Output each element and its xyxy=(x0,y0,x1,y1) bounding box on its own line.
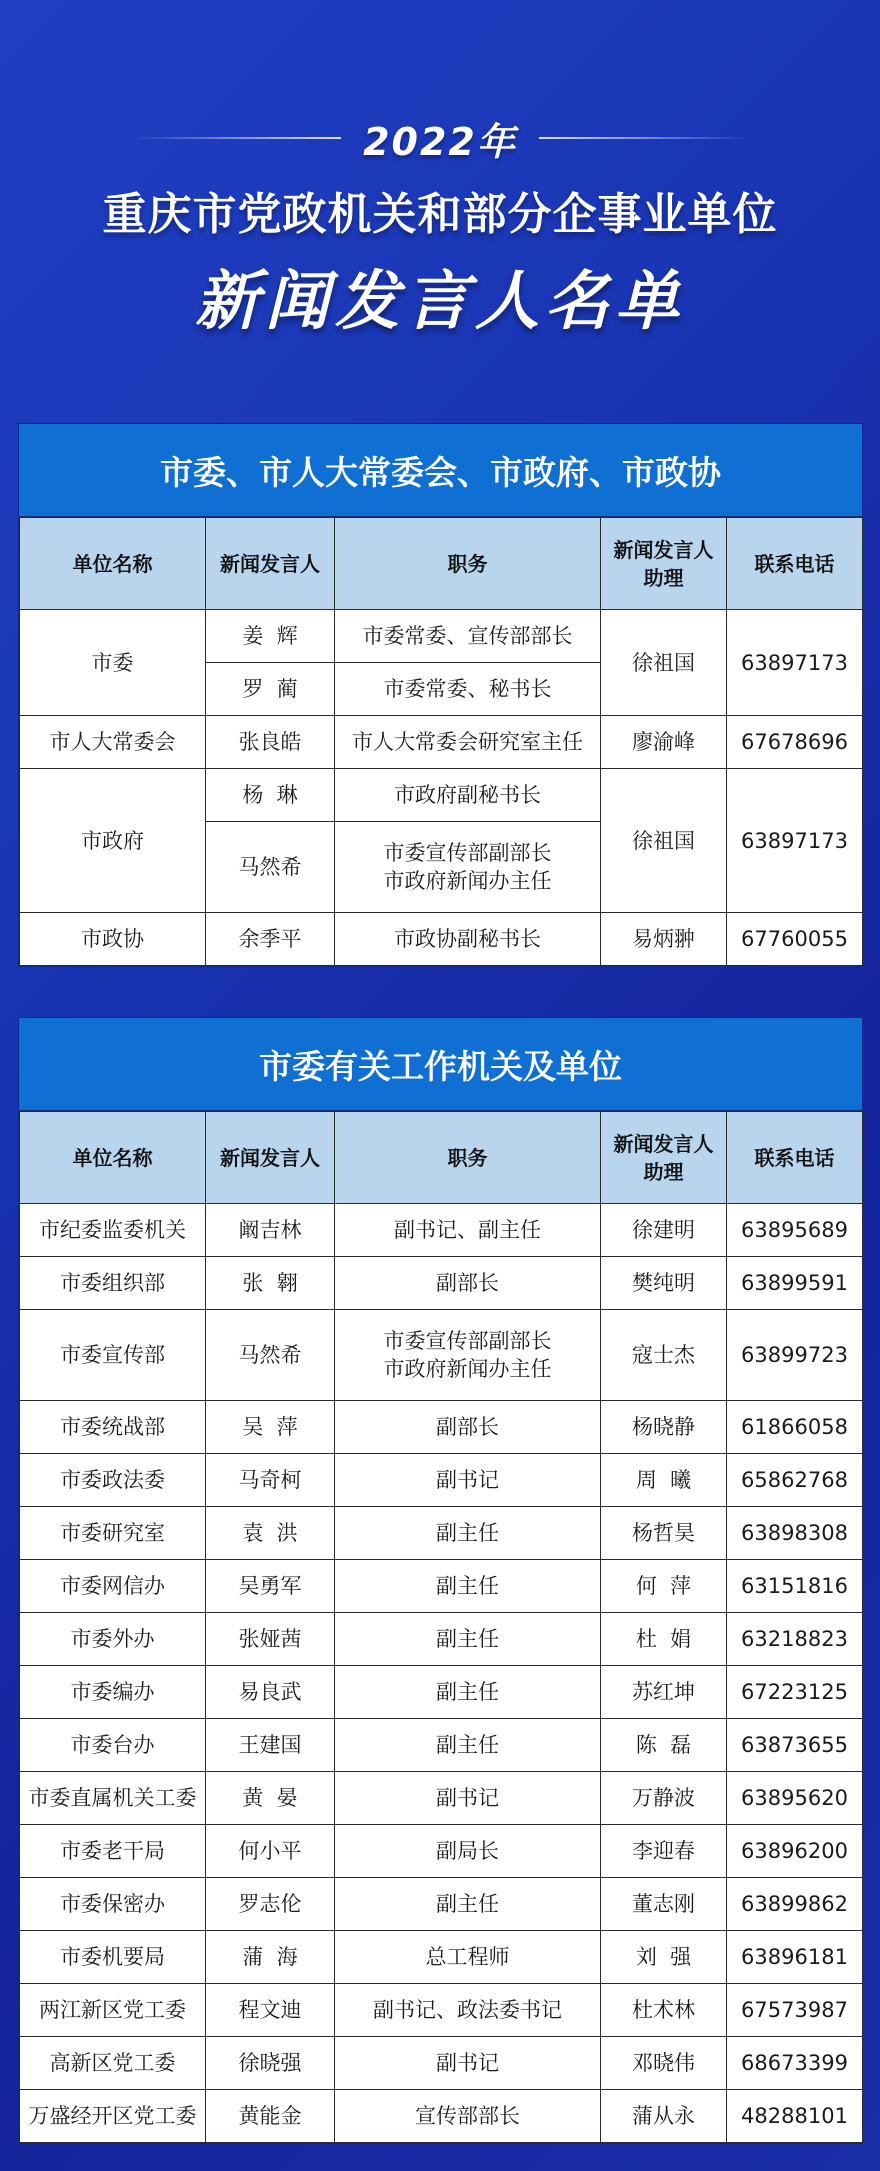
cell-assistant: 寇士杰 xyxy=(601,1310,727,1401)
cell-phone: 63896200 xyxy=(727,1825,863,1878)
cell-assistant: 李迎春 xyxy=(601,1825,727,1878)
page-title-line1: 重庆市党政机关和部分企事业单位 xyxy=(102,189,778,240)
cell-phone: 63896181 xyxy=(727,1931,863,1984)
cell-unit: 市委编办 xyxy=(20,1666,206,1719)
cell-unit: 市委直属机关工委 xyxy=(20,1772,206,1825)
cell-unit: 市委组织部 xyxy=(20,1257,206,1310)
cell-assistant: 邓晓伟 xyxy=(601,2037,727,2090)
section-city-leadership xyxy=(18,423,863,967)
column-header-spokesperson: 新闻发言人 xyxy=(206,1112,335,1204)
cell-unit: 市委机要局 xyxy=(20,1931,206,1984)
cell-position: 副主任 xyxy=(335,1719,601,1772)
table-row xyxy=(20,1772,863,1825)
cell-spokesperson: 张娅茜 xyxy=(206,1613,335,1666)
table-row xyxy=(20,1310,863,1401)
cell-assistant: 樊纯明 xyxy=(601,1257,727,1310)
cell-position: 副书记、政法委书记 xyxy=(335,1984,601,2037)
section-party-committee-units xyxy=(18,1017,863,2144)
column-header-unit: 单位名称 xyxy=(20,518,206,610)
column-header-assistant: 新闻发言人 助理 xyxy=(601,518,727,610)
cell-spokesperson: 张 翱 xyxy=(206,1257,335,1310)
cell-unit: 万盛经开区党工委 xyxy=(20,2090,206,2143)
section-title: 市委、市人大常委会、市政府、市政协 xyxy=(19,424,862,517)
cell-spokesperson: 杨 琳 xyxy=(206,769,335,822)
cell-phone: 63895620 xyxy=(727,1772,863,1825)
cell-spokesperson: 吴 萍 xyxy=(206,1401,335,1454)
cell-spokesperson: 罗志伦 xyxy=(206,1878,335,1931)
cell-position: 副书记 xyxy=(335,2037,601,2090)
year-row xyxy=(0,118,880,164)
cell-phone: 65862768 xyxy=(727,1454,863,1507)
decorative-line-right xyxy=(539,137,749,139)
cell-position: 市委常委、秘书长 xyxy=(335,663,601,716)
table-row xyxy=(20,1613,863,1666)
cell-assistant: 徐祖国 xyxy=(601,769,727,913)
cell-unit: 市委网信办 xyxy=(20,1560,206,1613)
cell-spokesperson: 何小平 xyxy=(206,1825,335,1878)
table-row xyxy=(20,1931,863,1984)
cell-phone: 67223125 xyxy=(727,1666,863,1719)
decorative-line-left xyxy=(131,137,341,139)
table-row xyxy=(20,1204,863,1257)
cell-spokesperson: 吴勇军 xyxy=(206,1560,335,1613)
cell-phone: 63897173 xyxy=(727,610,863,716)
cell-unit: 高新区党工委 xyxy=(20,2037,206,2090)
cell-phone: 63897173 xyxy=(727,769,863,913)
spokesperson-table xyxy=(19,517,863,966)
cell-phone: 67573987 xyxy=(727,1984,863,2037)
position-line: 市委宣传部副部长 xyxy=(383,841,552,865)
table-row xyxy=(20,2090,863,2143)
cell-assistant: 徐祖国 xyxy=(601,610,727,716)
table-row xyxy=(20,610,863,663)
cell-spokesperson: 程文迪 xyxy=(206,1984,335,2037)
year-label: 2022年 xyxy=(363,119,517,164)
table-row xyxy=(20,1454,863,1507)
cell-unit: 市委老干局 xyxy=(20,1825,206,1878)
cell-spokesperson: 马然希 xyxy=(206,822,335,913)
cell-unit: 市委政法委 xyxy=(20,1454,206,1507)
cell-position: 宣传部部长 xyxy=(335,2090,601,2143)
column-header-phone: 联系电话 xyxy=(727,1112,863,1204)
cell-phone: 68673399 xyxy=(727,2037,863,2090)
table-row xyxy=(20,913,863,966)
cell-spokesperson: 黄 晏 xyxy=(206,1772,335,1825)
cell-unit: 市委 xyxy=(20,610,206,716)
cell-position: 市人大常委会研究室主任 xyxy=(335,716,601,769)
cell-spokesperson: 黄能金 xyxy=(206,2090,335,2143)
cell-phone: 63895689 xyxy=(727,1204,863,1257)
cell-assistant: 廖渝峰 xyxy=(601,716,727,769)
cell-position: 副主任 xyxy=(335,1613,601,1666)
table-row xyxy=(20,1666,863,1719)
cell-spokesperson: 阚吉林 xyxy=(206,1204,335,1257)
cell-spokesperson: 马然希 xyxy=(206,1310,335,1401)
column-header-phone: 联系电话 xyxy=(727,518,863,610)
cell-position: 副部长 xyxy=(335,1401,601,1454)
spokesperson-table xyxy=(19,1111,863,2143)
cell-unit: 市委保密办 xyxy=(20,1878,206,1931)
cell-phone: 63151816 xyxy=(727,1560,863,1613)
cell-position: 市政协副秘书长 xyxy=(335,913,601,966)
table-row xyxy=(20,1825,863,1878)
cell-spokesperson: 罗 蔺 xyxy=(206,663,335,716)
cell-phone: 48288101 xyxy=(727,2090,863,2143)
table-body xyxy=(20,1204,863,2143)
cell-assistant: 蒲从永 xyxy=(601,2090,727,2143)
cell-position: 副书记 xyxy=(335,1454,601,1507)
section-title: 市委有关工作机关及单位 xyxy=(19,1018,862,1111)
cell-assistant: 董志刚 xyxy=(601,1878,727,1931)
table-row xyxy=(20,1984,863,2037)
column-header-spokesperson: 新闻发言人 xyxy=(206,518,335,610)
cell-phone: 63899591 xyxy=(727,1257,863,1310)
table-row xyxy=(20,1719,863,1772)
table-header-row xyxy=(20,1112,863,1204)
cell-phone: 67760055 xyxy=(727,913,863,966)
column-header-unit: 单位名称 xyxy=(20,1112,206,1204)
cell-assistant: 刘 强 xyxy=(601,1931,727,1984)
column-header-assistant: 新闻发言人 助理 xyxy=(601,1112,727,1204)
cell-unit: 市委统战部 xyxy=(20,1401,206,1454)
cell-phone: 63899723 xyxy=(727,1310,863,1401)
cell-position: 市委常委、宣传部部长 xyxy=(335,610,601,663)
cell-unit: 市委宣传部 xyxy=(20,1310,206,1401)
cell-position: 副主任 xyxy=(335,1666,601,1719)
cell-position: 市政府副秘书长 xyxy=(335,769,601,822)
cell-unit: 市政协 xyxy=(20,913,206,966)
cell-position: 副主任 xyxy=(335,1507,601,1560)
table-row xyxy=(20,1401,863,1454)
cell-phone: 63218823 xyxy=(727,1613,863,1666)
cell-spokesperson: 马奇柯 xyxy=(206,1454,335,1507)
table-row xyxy=(20,1257,863,1310)
cell-assistant: 杨晓静 xyxy=(601,1401,727,1454)
cell-position: 副部长 xyxy=(335,1257,601,1310)
cell-spokesperson: 徐晓强 xyxy=(206,2037,335,2090)
cell-position xyxy=(335,822,601,913)
cell-position: 副局长 xyxy=(335,1825,601,1878)
cell-assistant: 周 曦 xyxy=(601,1454,727,1507)
cell-unit: 市委外办 xyxy=(20,1613,206,1666)
cell-position: 副主任 xyxy=(335,1560,601,1613)
cell-spokesperson: 王建国 xyxy=(206,1719,335,1772)
cell-assistant: 杨哲昊 xyxy=(601,1507,727,1560)
cell-assistant: 杜 娟 xyxy=(601,1613,727,1666)
position-line: 市政府新闻办主任 xyxy=(383,1357,552,1381)
cell-position: 副书记 xyxy=(335,1772,601,1825)
table-row xyxy=(20,1878,863,1931)
cell-unit: 市政府 xyxy=(20,769,206,913)
column-header-position: 职务 xyxy=(335,518,601,610)
cell-unit: 市委研究室 xyxy=(20,1507,206,1560)
table-row xyxy=(20,1507,863,1560)
cell-unit: 两江新区党工委 xyxy=(20,1984,206,2037)
cell-spokesperson: 余季平 xyxy=(206,913,335,966)
table-row xyxy=(20,2037,863,2090)
cell-position: 副主任 xyxy=(335,1878,601,1931)
cell-spokesperson: 易良武 xyxy=(206,1666,335,1719)
table-row xyxy=(20,716,863,769)
column-header-position: 职务 xyxy=(335,1112,601,1204)
cell-spokesperson: 张良皓 xyxy=(206,716,335,769)
cell-spokesperson: 姜 辉 xyxy=(206,610,335,663)
cell-assistant: 万静波 xyxy=(601,1772,727,1825)
cell-position: 副书记、副主任 xyxy=(335,1204,601,1257)
cell-spokesperson: 蒲 海 xyxy=(206,1931,335,1984)
cell-assistant: 何 萍 xyxy=(601,1560,727,1613)
position-line: 市政府新闻办主任 xyxy=(383,869,552,893)
cell-unit: 市纪委监委机关 xyxy=(20,1204,206,1257)
cell-phone: 63873655 xyxy=(727,1719,863,1772)
page-title-line2: 新闻发言人名单 xyxy=(195,265,685,339)
cell-assistant: 徐建明 xyxy=(601,1204,727,1257)
table-header-row xyxy=(20,518,863,610)
page-header xyxy=(0,0,880,400)
table-row xyxy=(20,769,863,822)
cell-assistant: 易炳翀 xyxy=(601,913,727,966)
cell-phone: 63898308 xyxy=(727,1507,863,1560)
position-line: 市委宣传部副部长 xyxy=(383,1329,552,1353)
cell-assistant: 杜术林 xyxy=(601,1984,727,2037)
cell-assistant: 陈 磊 xyxy=(601,1719,727,1772)
cell-position: 总工程师 xyxy=(335,1931,601,1984)
table-row xyxy=(20,1560,863,1613)
cell-phone: 67678696 xyxy=(727,716,863,769)
cell-position xyxy=(335,1310,601,1401)
cell-spokesperson: 袁 洪 xyxy=(206,1507,335,1560)
cell-unit: 市委台办 xyxy=(20,1719,206,1772)
cell-assistant: 苏红坤 xyxy=(601,1666,727,1719)
cell-phone: 61866058 xyxy=(727,1401,863,1454)
cell-phone: 63899862 xyxy=(727,1878,863,1931)
cell-unit: 市人大常委会 xyxy=(20,716,206,769)
